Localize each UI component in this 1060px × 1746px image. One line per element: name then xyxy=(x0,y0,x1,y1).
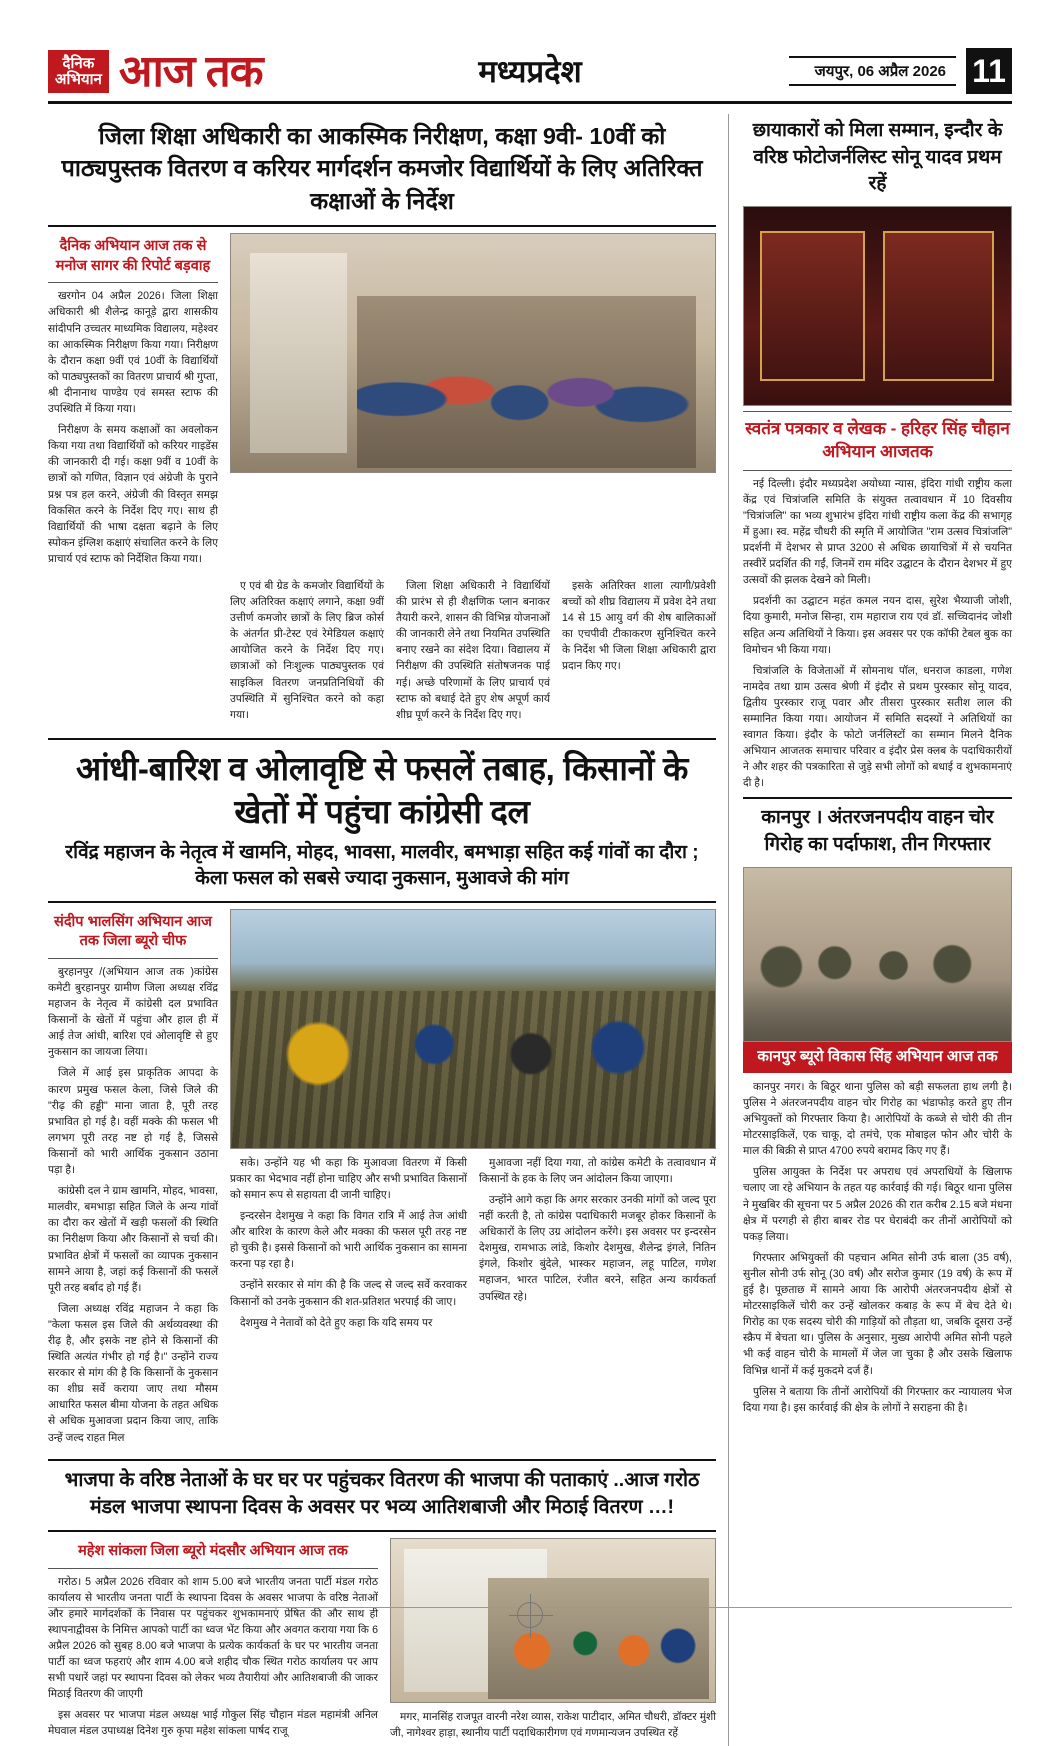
left-column-zone xyxy=(48,114,728,1746)
page-number: 11 xyxy=(966,48,1012,94)
lead-text-col3 xyxy=(396,578,550,728)
paragraph: खरगोन 04 अप्रैल 2026। जिला शिक्षा अधिकारी श्री शैलेन्द्र कानूड़े द्वारा शासकीय सांदीपनि उच्चतर माध्यमिक विद्यालय, महेश्वर का आकस्मिक निरीक्षण किया गया। निरीक्षण के दौरान कक्षा 9वीं एवं 10वीं के विद्यार्थियों को पाठ्यपुस्तकों का वितरण प्राचार्य श्री गुप्ता, श्री दीनानाथ पाण्डेय एवं समस्त स्टाफ की उपस्थिति में किया गया। xyxy=(48,290,218,416)
mid-headline: आंधी-बारिश व ओलावृष्टि से फसलें तबाह, किसानों के खेतों में पहुंचा कांग्रेसी दल xyxy=(75,749,689,830)
mid-photo xyxy=(230,909,716,1149)
lead-photo xyxy=(230,233,716,473)
bottom-byline: महेश सांकला जिला ब्यूरो मंदसौर अभियान आज तक xyxy=(78,1543,348,1560)
paragraph: प्रदर्शनी का उद्घाटन महंत कमल नयन दास, सुरेश भैय्याजी जोशी, दिया कुमारी, मनोज सिन्हा, राम महाराज राय एवं डॉ. सच्चिदानंद जोशी सहित अन्य अतिथियों ने किया। इस अवसर पर एक कॉफी टेबल बुक का विमोचन भी किया गया। xyxy=(743,595,1012,656)
main-row xyxy=(48,114,1012,1746)
divider xyxy=(48,282,218,283)
paragraph: इन्दरसेन देशमुख ने कहा कि विगत रात्रि में आई तेज आंधी और बारिश के कारण केले और मक्का की फसल पूरी तरह नष्ट हो चुकी है। इससे किसानों को भारी आर्थिक नुकसान का सामना करना पड़ रहा है। xyxy=(230,1210,467,1271)
lead-text-col4 xyxy=(562,578,716,728)
paragraph: उन्होंने सरकार से मांग की है कि जल्द से जल्द सर्वे करवाकर किसानों को उनके नुकसान की शत-प्रतिशत भरपाई की जाए। xyxy=(230,1279,467,1308)
bottom-text-col2 xyxy=(390,1709,716,1741)
logo-line2: अभियान xyxy=(55,70,102,88)
page-content xyxy=(48,114,1012,1746)
paragraph: जिला अध्यक्ष रविंद्र महाजन ने कहा कि "केला फसल इस जिले की अर्थव्यवस्था की रीढ़ है, और इसके नष्ट होने से किसानों की स्थिति अत्यंत गंभीर हो गई है।" उन्होंने राज्य सरकार से मांग की है कि किसानों के नुकसान का शीघ्र सर्वे कराया जाए तथा मौसम आधारित फसल बीमा योजना के तहत अधिक से अधिक मुआवजा प्रदान किया जाए, ताकि उन्हें जल्द राहत मिल xyxy=(48,1302,218,1444)
right-top-body xyxy=(743,476,1012,792)
lead-byline-col xyxy=(48,233,218,572)
paragraph: जिला शिक्षा अधिकारी ने विद्यार्थियों की प्रारंभ से ही शैक्षणिक प्लान बनाकर तैयारी करने, शासन की विभिन्न योजनाओं की जानकारी लेने तथा नियमित उपस्थिति बनाए रखने का संदेश दिया। विद्यालय में निरीक्षण की उपस्थिति संतोषजनक पाई गई। अच्छे परिणामों के लिए प्राचार्य एवं स्टाफ को बधाई देते हुए शेष अपूर्ण कार्य शीघ्र पूर्ण करने के निर्देश दिए गए। xyxy=(396,579,550,721)
mid-text-col1 xyxy=(48,964,218,1446)
paragraph: मुआवजा नहीं दिया गया, तो कांग्रेस कमेटी के तत्वावधान में किसानों के हक के लिए जन आंदोलन किया जाएगा। xyxy=(479,1156,716,1185)
logo-title: आज तक xyxy=(118,46,263,96)
right-mid-body xyxy=(743,1079,1012,1416)
divider xyxy=(48,225,716,227)
mid-text-col2 xyxy=(230,1155,467,1336)
right-mid-photo xyxy=(743,867,1012,1042)
lead-text-col1 xyxy=(48,288,218,567)
paragraph: बुरहानपुर /(अभियान आज तक )कांग्रेस कमेटी बुरहानपुर ग्रामीण जिला अध्यक्ष रविंद्र महाजन के नेतृत्व में कांग्रेसी दल प्रभावित किसानों के खेतों में पहुंचा और हाल ही में आई तेज आंधी, बारिश एवं ओलावृष्टि से हुए नुकसान का जायजा लिया। xyxy=(48,965,218,1059)
paragraph: कांग्रेसी दल ने ग्राम खामनि, मोहद, भावसा, मालवीर, बमभाड़ा सहित जिले के अन्य गांवों का दौरा कर खेतों में खड़ी फसलों की स्थिति का निरीक्षण किया और किसानों से चर्चा की। प्रभावित क्षेत्रों में फसलों का व्यापक नुकसान सामने आया है, जहां कई किसानों की फसलें पूरी तरह बर्बाद हो गई हैं। xyxy=(48,1185,218,1294)
lead-lower-cols xyxy=(230,578,716,728)
right-mid-headline: कानपुर । अंतरजनपदीय वाहन चोर गिरोह का पर्दाफाश, तीन गिरफ्तार xyxy=(761,807,994,856)
registration-mark-icon xyxy=(517,1602,543,1628)
paragraph: उन्होंने आगे कहा कि अगर सरकार उनकी मांगों को जल्द पूरा नहीं करती है, तो कांग्रेस पदाधिकारी मजबूर होकर किसानों के अधिकारों के लिए उग्र आंदोलन करेंगे। इस अवसर पर इन्दरसेन देशमुख, रामभाऊ लांडे, किशोर देशमुख, शैलेन्द्र इंगले, नितिन इंगले, किशोर बुंदेले, भास्कर महाजन, लहू पाटिल, गणेश महाजन, भारत पाटिल, रंजीत बरने, सहित अन्य कार्यकर्ता उपस्थित रहे। xyxy=(479,1193,716,1303)
paragraph: मगर, मानसिंह राजपूत वारनी नरेश व्यास, राकेश पाटीदार, अमित चौधरी, डॉक्टर मुंशी जी, नागेश्वर हाड़ा, स्थानीय पार्टी पदाधिकारीगण एवं गणमान्यजन उपस्थित रहें xyxy=(390,1711,716,1740)
divider xyxy=(48,1459,716,1461)
mid-lower-cols xyxy=(230,1155,716,1336)
edition-name: मध्यप्रदेश xyxy=(478,54,582,89)
bottom-block xyxy=(48,1538,716,1746)
divider xyxy=(48,1530,716,1532)
divider xyxy=(48,901,716,903)
divider xyxy=(48,738,716,740)
lead-byline: दैनिक अभियान आज तक से मनोज सागर की रिपोर्ट बड़वाह xyxy=(55,238,211,274)
divider xyxy=(743,470,1012,471)
lead-photo-col xyxy=(230,233,716,572)
bottom-text-col1 xyxy=(48,1574,378,1740)
paragraph: इसके अतिरिक्त शाला त्यागी/प्रवेशी बच्चों को शीघ्र विद्यालय में प्रवेश देने तथा 14 से 15 आयु वर्ग की शेष बालिकाओं का एचपीवी टीकाकरण सुनिश्चित करने के निर्देश भी जिला शिक्षा अधिकारी द्वारा प्रदान किए गए। xyxy=(562,579,716,673)
paragraph: नई दिल्ली। इंदौर मध्यप्रदेश अयोध्या न्यास, इंदिरा गांधी राष्ट्रीय कला केंद्र एवं चित्रांजलि समिति के संयुक्त तत्वावधान में 10 दिवसीय "चित्रांजलि" का भव्य शुभारंभ इंदिरा गांधी राष्ट्रीय कला केंद्र की सभागृह में हुआ। स्व. महेंद्र चौधरी की स्मृति में आयोजित "राम उत्सव चित्रांजलि" प्रदर्शनी में देशभर से प्राप्त 3200 से अधिक छायाचित्रों में से चयनित तस्वीरें प्रदर्शित की गईं, जिनमें राम मंदिर उद्घाटन के दौरान देशभर में हुए उत्सवों की झलक देखने को मिली। xyxy=(743,477,1012,587)
paragraph: इस अवसर पर भाजपा मंडल अध्यक्ष भाई गोकुल सिंह चौहान मंडल महामंत्री अनिल मेघवाल मंडल उपाध्यक्ष दिनेश गुरु कृपा महेश सांकला पार्षद राजू xyxy=(48,1709,378,1738)
right-top-byline: स्वतंत्र पत्रकार व लेखक - हरिहर सिंह चौहान अभियान आजतक xyxy=(745,418,1010,462)
paragraph: चित्रांजलि के विजेताओं में सोमनाथ पॉल, धनराज काडला, गणेश नामदेव तथा ग्राम उत्सव श्रेणी में इंदौर से प्रथम पुरस्कार सोनू यादव, द्वितीय पुरस्कार राजू पवार और तीसरा पुरस्कार सतीश लाल की सम्मानित किया गया। आयोजन में समिति सदस्यों ने अतिथियों का स्वागत किया। इंदौर के फोटो जर्नलिस्टों का सम्मान मिलने दैनिक अभियान आजतक समाचार परिवार व इंदौर प्रेस क्लब के पदाधिकारीयों ने और शहर की पत्रकारिता से जुड़े सभी लोगों को बधाई व शुभकामनाएं दी है। xyxy=(743,664,1012,790)
mid-top-block xyxy=(48,909,716,1451)
logo-line1: दैनिक xyxy=(62,54,95,72)
paragraph: पुलिस ने बताया कि तीनों आरोपियों की गिरफ्तार कर न्यायालय भेज दिया गया है। इस कार्रवाई की क्षेत्र के लोगों ने सराहना की है। xyxy=(743,1385,1012,1414)
right-top-photo xyxy=(743,206,1012,406)
right-column-zone xyxy=(728,114,1012,1746)
divider xyxy=(743,797,1012,799)
paragraph: ए एवं बी ग्रेड के कमजोर विद्यार्थियों के लिए अतिरिक्त कक्षाएं लगाने, कक्षा 9वीं उत्तीर्ण कमजोर छात्रों के लिए ब्रिज कोर्स के अंतर्गत प्री-टेस्ट एवं रेमेडियल कक्षाएं आयोजित करने के निर्देश दिए गए। छात्राओं को निःशुल्क पाठ्यपुस्तक एवं साइकिल वितरण जनप्रतिनिधियों की उपस्थिति में सुनिश्चित करने को कहा गया। xyxy=(230,579,384,721)
publication-logo xyxy=(48,46,263,96)
lead-headline: जिला शिक्षा अधिकारी का आकस्मिक निरीक्षण, कक्षा 9वी- 10वीं को पाठ्यपुस्तक वितरण व करियर मार्गदर्शन कमजोर विद्यार्थियों के लिए अतिरिक्त कक्षाओं के निर्देश xyxy=(61,123,703,214)
paragraph: जिले में आई इस प्राकृतिक आपदा के कारण प्रमुख फसल केला, जिसे जिले की "रीढ़ की हड्डी" माना जाता है, पूरी तरह प्रभावित हो गई है। वहीं मक्के की फसल भी लगभग पूरी तरह नष्ट हो गई है, जिससे किसानों को भारी आर्थिक नुकसान उठाना पड़ा है। xyxy=(48,1067,218,1177)
bottom-photo xyxy=(390,1538,716,1703)
mid-byline: संदीप भालसिंग अभियान आज तक जिला ब्यूरो चीफ xyxy=(54,913,212,950)
paragraph: पुलिस आयुक्त के निर्देश पर अपराध एवं अपराधियों के खिलाफ चलाए जा रहे अभियान के तहत यह कार्रवाई की गई। बिठूर थाना पुलिस ने मुखबिर की सूचना पर 5 अप्रैल 2026 की रात करीब 2.15 बजे मंधना क्षेत्र में परगही से हीरा बाबर रोड पर घेराबंदी कर तीनों आरोपियों को पकड़ लिया। xyxy=(743,1166,1012,1243)
mid-photo-col xyxy=(230,909,716,1451)
paragraph: गरोठ। 5 अप्रैल 2026 रविवार को शाम 5.00 बजे भारतीय जनता पार्टी मंडल गरोठ कार्यालय से भारतीय जनता पार्टी के स्थापना दिवस के अवसर भाजपा के वरिष्ठ नेताओं और हमारे मार्गदर्शकों के निवास पर पहुंचकर शुभकामनाएं प्रेषित की और साथ ही स्थापनाद्वीवस के निमित्त आपको पार्टी का ध्वज भेंट किया और अवगत कराया गया कि 6 अप्रैल 2026 को सुबह 8.00 बजे भाजपा के प्रत्येक कार्यकर्ता के घर पर भारतीय जनता पार्टी का ध्वज फहराएं और शाम 4.00 बजे शहीद चौक स्थित गरोठ कार्यालय पर आप सभी पधारें जहां पर स्थापना दिवस को लेकर भव्य तैयारीयां और आतिशबाजी की जाकर मिठाई वितरण की जाएगी xyxy=(48,1575,378,1701)
bottom-text-col xyxy=(48,1538,378,1746)
dateline: जयपुर, 06 अप्रैल 2026 xyxy=(789,56,956,86)
mid-text-col3 xyxy=(479,1155,716,1336)
mid-byline-col xyxy=(48,909,218,1451)
bottom-photo-col xyxy=(390,1538,716,1746)
divider xyxy=(48,958,218,959)
masthead-right xyxy=(789,48,1012,94)
paragraph: गिरफ्तार अभियुक्तों की पहचान अमित सोनी उर्फ बाला (35 वर्ष), सुनील सोनी उर्फ सोनू (30 वर्ष) और सरोज कुमार (19 वर्ष) के रूप में हुई है। पूछताछ में सामने आया कि आरोपी अंतरजनपदीय क्षेत्रों से मोटरसाइकिलें चोरी कर उन्हें खोलकर कबाड़ के रूप में बेच देते थे। गिरोह का एक सदस्य चोरी की गाड़ियों को तौड़ता था, जबकि दूसरा उन्हें स्क्रैप में बेचता था। पुलिस के अनुसार, मुख्य आरोपी अमित सोनी पहले भी कई वाहन चोरी के मामलों में जेल जा चुका है और उसके खिलाफ विभिन्न थानों में कई मुकदमे दर्ज हैं। xyxy=(743,1251,1012,1377)
paragraph: सके। उन्होंने यह भी कहा कि मुआवजा वितरण में किसी प्रकार का भेदभाव नहीं होना चाहिए और सभी प्रभावित किसानों को समान रूप से सहायता दी जानी चाहिए। xyxy=(230,1156,467,1201)
paragraph: देशमुख ने नेतावों को देते हुए कहा कि यदि समय पर xyxy=(240,1316,433,1329)
lead-top-block xyxy=(48,233,716,572)
masthead xyxy=(48,42,1012,104)
divider xyxy=(48,1568,378,1569)
divider xyxy=(743,411,1012,412)
right-mid-banner: कानपुर ब्यूरो विकास सिंह अभियान आज तक xyxy=(743,1041,1012,1073)
paragraph: कानपुर नगर। के बिठूर थाना पुलिस को बड़ी सफलता हाथ लगी है। पुलिस ने अंतरजनपदीय वाहन चोर गिरोह का भंडाफोड़ करते हुए तीन अभियुक्तों को गिरफ्तार किया है। आरोपियों के कब्जे से चोरी की तीन मोटरसाइकिलें, एक चाकू, दो तमंचे, एक मोबाइल फोन और चोरी के माल की बिक्री से प्राप्त 4700 रुपये बरामद किए गए हैं। xyxy=(743,1080,1012,1158)
right-top-headline: छायाकारों को मिला सम्मान, इन्दौर के वरिष्ठ फोटोजर्नलिस्ट सोनू यादव प्रथम रहें xyxy=(752,120,1003,195)
logo-badge xyxy=(48,50,109,94)
paragraph: निरीक्षण के समय कक्षाओं का अवलोकन किया गया तथा विद्यार्थियों को करियर गाइडेंस की जानकारी दी गई। कक्षा 9वीं व 10वीं के छात्रों को गणित, विज्ञान एवं अंग्रेजी के पुराने प्रश्न पत्र हल करने, अंग्रेजी की विस्तृत समझ विकसित करने के निर्देश दिए गए। साथ ही विद्यार्थियों की भाषा दक्षता बढ़ाने के लिए स्पोकन इंग्लिश कक्षाएं संचालित करने के लिए प्राचार्य एवं स्टाफ को निर्देशित किया गया। xyxy=(48,424,218,565)
bottom-headline: भाजपा के वरिष्ठ नेताओं के घर घर पर पहुंचकर वितरण की भाजपा की पताकाएं ..आज गरोठ मंडल भाजपा स्थापना दिवस के अवसर पर भव्य आतिशबाजी और मिठाई वितरण …! xyxy=(64,1468,700,1519)
mid-subheadline: रविंद्र महाजन के नेतृत्व में खामनि, मोहद, भावसा, मालवीर, बमभाड़ा सहित कई गांवों का दौरा ; केला फसल को सबसे ज्यादा नुकसान, मुआवजे की मांग xyxy=(65,841,699,890)
newspaper-page xyxy=(0,42,1060,1740)
lead-text-col2 xyxy=(230,578,384,728)
